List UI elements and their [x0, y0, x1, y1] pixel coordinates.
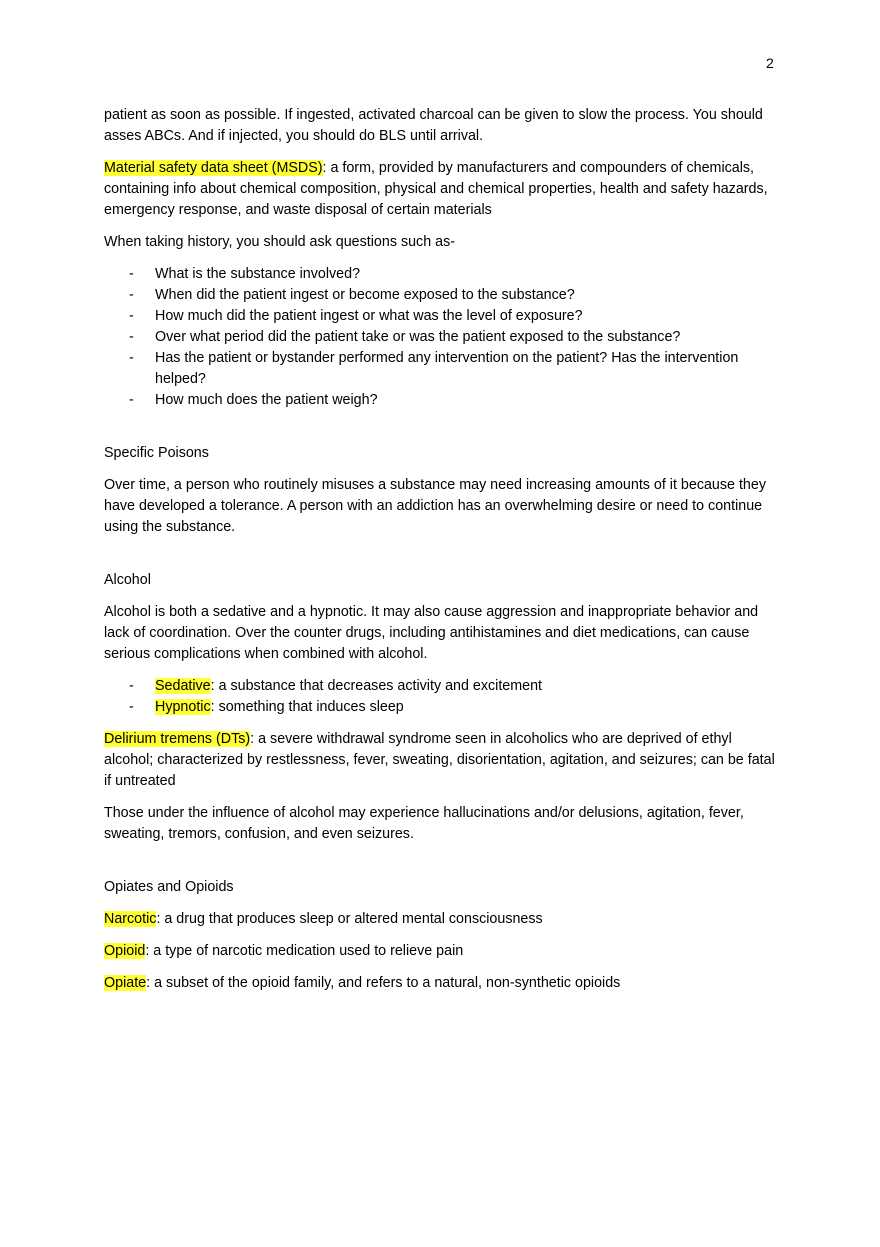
- dts-definition: [104, 729, 780, 792]
- list-item: - How much does the patient weigh?: [104, 390, 780, 411]
- narcotic-definition: [104, 909, 780, 930]
- opiate-definition: [104, 973, 780, 994]
- list-item: - What is the substance involved?: [104, 264, 780, 285]
- list-item: - Over what period did the patient take or was the patient exposed to the substance?: [104, 327, 780, 348]
- sedative-definition: : a substance that decreases activity and excitement: [210, 678, 543, 694]
- list-item: [104, 676, 780, 697]
- alcohol-body: Alcohol is both a sedative and a hypnotic. It may also cause aggression and inappropriate behavior and lack of coordination. Over the counter drugs, including antihistamines and diet medications, can cause serious complications when combined with alcohol.: [104, 604, 759, 662]
- specific-poisons-body: Over time, a person who routinely misuses a substance may need increasing amounts of it because they have developed a tolerance. A person with an addiction has an overwhelming desire or need to continue using the substance.: [104, 477, 766, 535]
- list-item: - When did the patient ingest or become exposed to the substance?: [104, 285, 780, 306]
- history-lead: When taking history, you should ask questions such as-: [104, 234, 455, 250]
- opioid-term: Opioid: [104, 943, 146, 959]
- alcohol-terms-list: [104, 676, 780, 718]
- alcohol-influence: Those under the influence of alcohol may experience hallucinations and/or delusions, agitation, fever, sweating, tremors, confusion, and even seizures.: [104, 805, 744, 842]
- hypnotic-definition: : something that induces sleep: [210, 699, 404, 715]
- msds-definition: [104, 158, 780, 221]
- narcotic-term: Narcotic: [104, 911, 157, 927]
- page-content: [104, 105, 780, 1005]
- msds-term: Material safety data sheet (MSDS): [104, 160, 323, 176]
- msds-definition-text: : a form, provided by manufacturers and compounders of chemicals, containing info about chemical composition, physical and chemical properties, health and safety hazards, emergency response, and waste disposal of certain materials: [104, 160, 768, 218]
- list-item: - How much did the patient ingest or what was the level of exposure?: [104, 306, 780, 327]
- dts-definition-text: : a severe withdrawal syndrome seen in alcoholics who are deprived of ethyl alcohol; characterized by restlessness, fever, sweating, disorientation, agitation, and seizures; can be fatal if untreated: [104, 731, 775, 789]
- opiates-heading: Opiates and Opioids: [104, 879, 234, 895]
- dts-term: Delirium tremens (DTs): [104, 731, 251, 747]
- hypnotic-term: Hypnotic: [155, 699, 211, 715]
- intro-paragraph: patient as soon as possible. If ingested, activated charcoal can be given to slow the process. You should asses ABCs. And if injected, you should do BLS until arrival.: [104, 107, 763, 144]
- opioid-definition: [104, 941, 780, 962]
- specific-poisons-heading: Specific Poisons: [104, 445, 209, 461]
- opiate-definition-text: : a subset of the opioid family, and refers to a natural, non-synthetic opioids: [146, 975, 621, 991]
- history-questions-list: [104, 264, 780, 411]
- opioid-definition-text: : a type of narcotic medication used to relieve pain: [145, 943, 464, 959]
- opiate-term: Opiate: [104, 975, 147, 991]
- list-item: - Has the patient or bystander performed any intervention on the patient? Has the intervention helped?: [104, 348, 780, 390]
- page-number: 2: [766, 55, 774, 71]
- sedative-term: Sedative: [155, 678, 211, 694]
- list-item: [104, 697, 780, 718]
- narcotic-definition-text: : a drug that produces sleep or altered mental consciousness: [156, 911, 543, 927]
- alcohol-heading: Alcohol: [104, 572, 151, 588]
